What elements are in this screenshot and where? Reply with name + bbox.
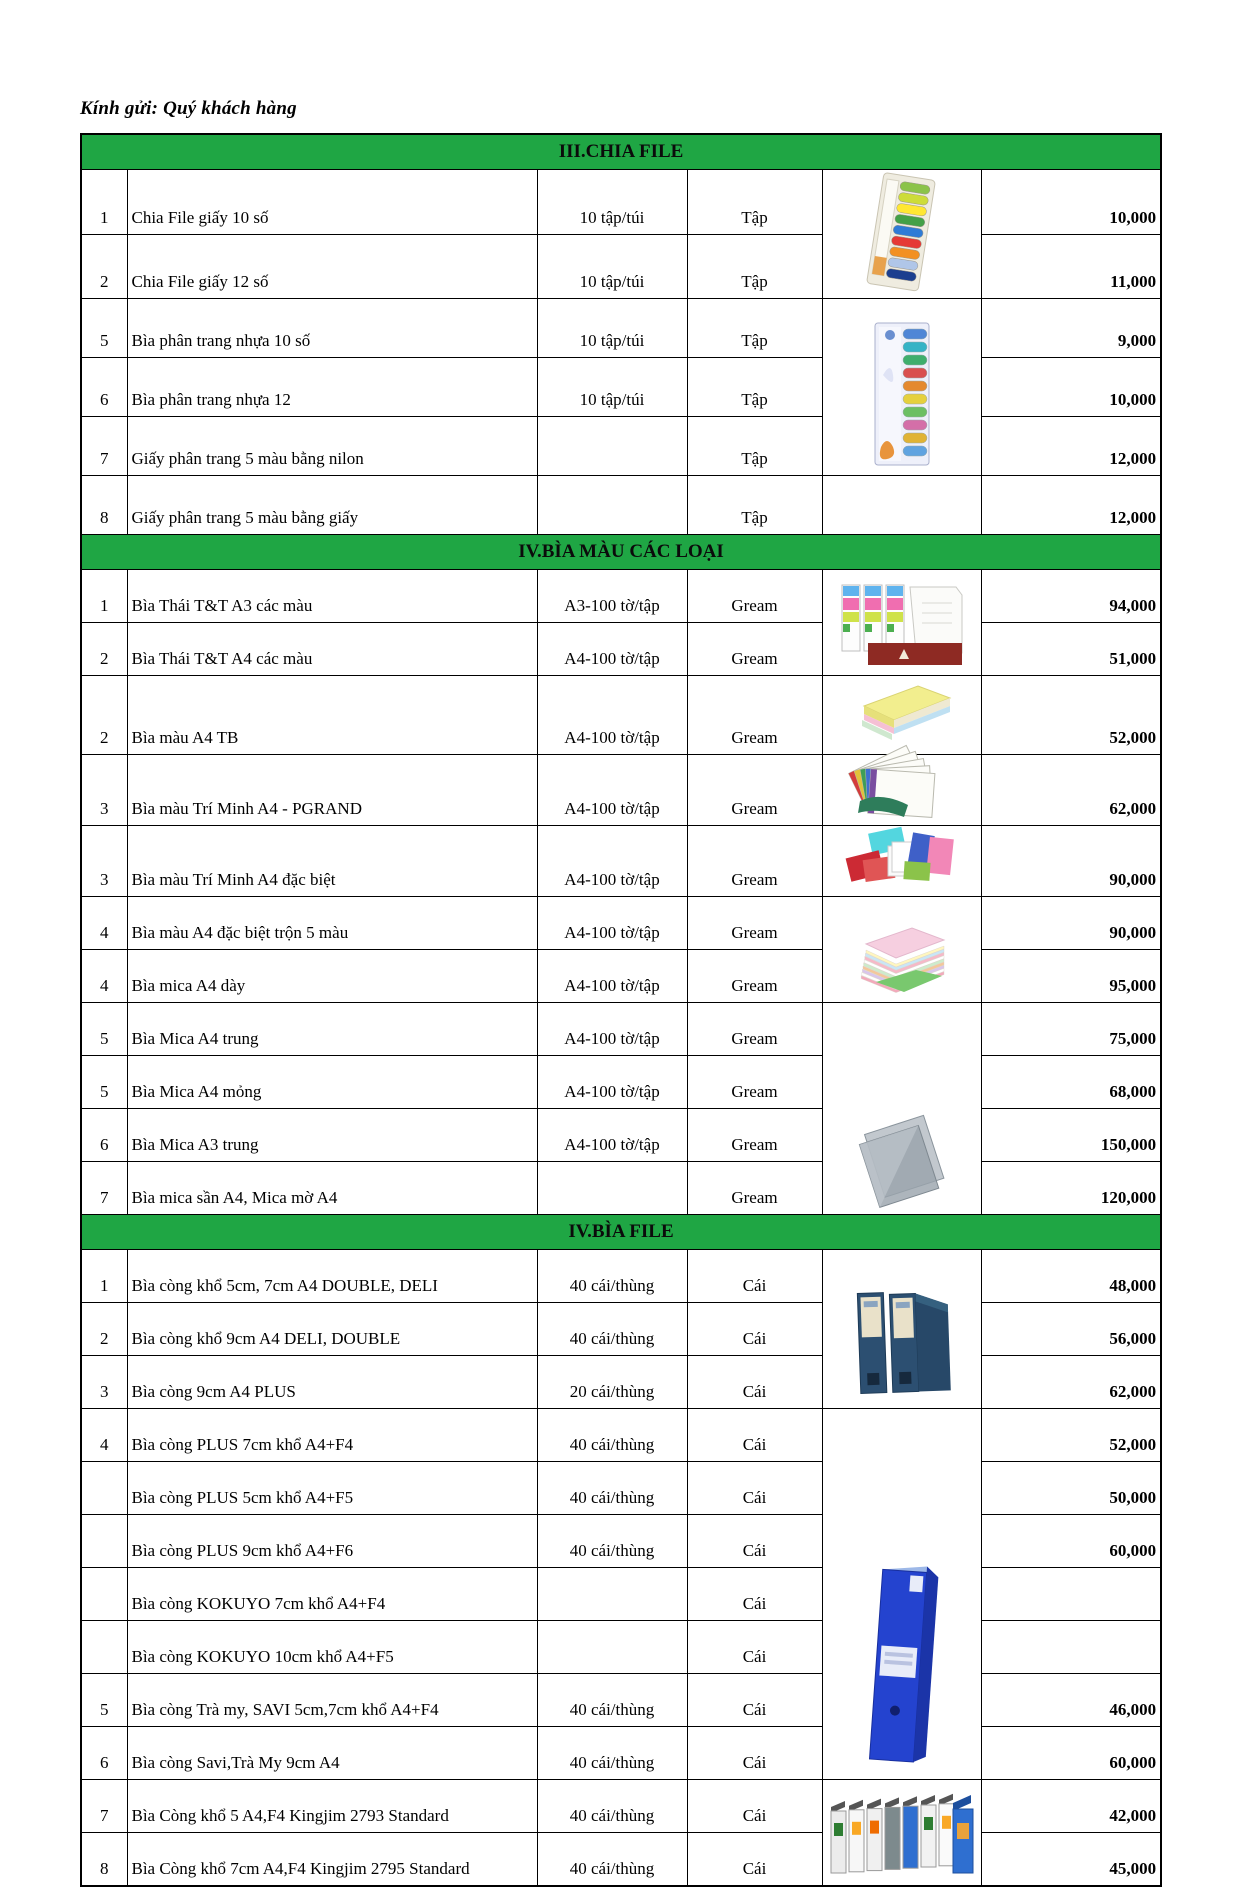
price-cell: 120,000	[981, 1162, 1161, 1215]
table-row	[81, 897, 1161, 950]
product-name-cell: Bìa Thái T&T A3 các màu	[127, 570, 537, 623]
price-cell: 62,000	[981, 755, 1161, 826]
colored-paper-scatter-image	[822, 826, 981, 897]
unit-cell: Cái	[687, 1621, 822, 1674]
unit-cell: Gream	[687, 623, 822, 676]
table-row	[81, 299, 1161, 358]
price-cell: 52,000	[981, 676, 1161, 755]
greeting-text: Kính gửi: Quý khách hàng	[80, 98, 297, 119]
unit-cell: Cái	[687, 1780, 822, 1833]
unit-cell: Cái	[687, 1303, 822, 1356]
packaging-cell: 10 tập/túi	[537, 299, 687, 358]
unit-cell: Cái	[687, 1674, 822, 1727]
price-cell: 60,000	[981, 1515, 1161, 1568]
packaging-cell: 40 cái/thùng	[537, 1250, 687, 1303]
product-name-cell: Bìa màu Trí Minh A4 đặc biệt	[127, 826, 537, 897]
price-table-body	[81, 134, 1161, 1886]
packaging-cell: A4-100 tờ/tập	[537, 755, 687, 826]
packaging-cell: A4-100 tờ/tập	[537, 1109, 687, 1162]
unit-cell: Gream	[687, 950, 822, 1003]
row-number-cell: 7	[81, 417, 127, 476]
table-row	[81, 234, 1161, 299]
product-name-cell: Bìa còng khổ 5cm, 7cm A4 DOUBLE, DELI	[127, 1250, 537, 1303]
table-row	[81, 1727, 1161, 1780]
table-row	[81, 1303, 1161, 1356]
price-cell: 50,000	[981, 1462, 1161, 1515]
table-row	[81, 417, 1161, 476]
unit-cell: Gream	[687, 1109, 822, 1162]
row-number-cell: 8	[81, 476, 127, 535]
table-row	[81, 1056, 1161, 1109]
unit-cell: Tập	[687, 234, 822, 299]
product-name-cell: Bìa còng Savi,Trà My 9cm A4	[127, 1727, 537, 1780]
product-name-cell: Bìa phân trang nhựa 12	[127, 358, 537, 417]
row-number-cell	[81, 1462, 127, 1515]
packaging-cell: 40 cái/thùng	[537, 1674, 687, 1727]
unit-cell: Tập	[687, 417, 822, 476]
price-cell: 75,000	[981, 1003, 1161, 1056]
section-header: IV.BÌA FILE	[81, 1215, 1161, 1250]
unit-cell: Gream	[687, 570, 822, 623]
table-row	[81, 950, 1161, 1003]
section-header: IV.BÌA MÀU CÁC LOẠI	[81, 535, 1161, 570]
row-number-cell: 1	[81, 1250, 127, 1303]
clear-mica-sheets-image	[822, 1003, 981, 1215]
price-cell: 12,000	[981, 476, 1161, 535]
product-image-cell-empty	[822, 476, 981, 535]
table-row	[81, 1356, 1161, 1409]
product-name-cell: Giấy phân trang 5 màu bằng giấy	[127, 476, 537, 535]
unit-cell: Gream	[687, 1056, 822, 1109]
kingjim-binder-row-image	[822, 1780, 981, 1887]
row-number-cell: 1	[81, 170, 127, 235]
unit-cell: Tập	[687, 299, 822, 358]
product-name-cell: Bìa còng Trà my, SAVI 5cm,7cm khổ A4+F4	[127, 1674, 537, 1727]
packaging-cell: 10 tập/túi	[537, 358, 687, 417]
product-name-cell: Bìa Còng khổ 7cm A4,F4 Kingjim 2795 Standard	[127, 1833, 537, 1887]
table-row	[81, 1409, 1161, 1462]
price-cell: 10,000	[981, 358, 1161, 417]
product-name-cell: Bìa Mica A4 trung	[127, 1003, 537, 1056]
unit-cell: Cái	[687, 1409, 822, 1462]
price-cell: 62,000	[981, 1356, 1161, 1409]
unit-cell: Gream	[687, 826, 822, 897]
product-name-cell: Bìa còng PLUS 9cm khổ A4+F6	[127, 1515, 537, 1568]
table-row	[81, 1515, 1161, 1568]
table-row	[81, 826, 1161, 897]
packaging-cell	[537, 1621, 687, 1674]
price-cell: 11,000	[981, 234, 1161, 299]
packaging-cell: A4-100 tờ/tập	[537, 676, 687, 755]
product-name-cell: Chia File giấy 10 số	[127, 170, 537, 235]
yellow-paper-stack-image	[822, 676, 981, 755]
price-cell: 48,000	[981, 1250, 1161, 1303]
table-row	[81, 476, 1161, 535]
price-cell: 60,000	[981, 1727, 1161, 1780]
unit-cell: Gream	[687, 1162, 822, 1215]
product-name-cell: Bìa màu Trí Minh A4 - PGRAND	[127, 755, 537, 826]
price-cell: 46,000	[981, 1674, 1161, 1727]
row-number-cell: 8	[81, 1833, 127, 1887]
row-number-cell: 5	[81, 1003, 127, 1056]
tt-color-covers-image	[822, 570, 981, 676]
packaging-cell: 10 tập/túi	[537, 170, 687, 235]
row-number-cell: 2	[81, 1303, 127, 1356]
packaging-cell: A3-100 tờ/tập	[537, 570, 687, 623]
table-row	[81, 1621, 1161, 1674]
packaging-cell	[537, 1568, 687, 1621]
row-number-cell	[81, 1568, 127, 1621]
packaging-cell	[537, 417, 687, 476]
price-cell: 9,000	[981, 299, 1161, 358]
table-row	[81, 755, 1161, 826]
product-name-cell: Bìa màu A4 đặc biệt trộn 5 màu	[127, 897, 537, 950]
row-number-cell: 4	[81, 897, 127, 950]
product-name-cell: Bìa còng PLUS 7cm khổ A4+F4	[127, 1409, 537, 1462]
packaging-cell: 40 cái/thùng	[537, 1727, 687, 1780]
plastic-divider-pack-image	[822, 299, 981, 476]
packaging-cell: A4-100 tờ/tập	[537, 950, 687, 1003]
price-cell: 12,000	[981, 417, 1161, 476]
row-number-cell: 3	[81, 826, 127, 897]
product-name-cell: Bìa mica A4 dày	[127, 950, 537, 1003]
row-number-cell: 3	[81, 755, 127, 826]
unit-cell: Cái	[687, 1250, 822, 1303]
pastel-paper-stack-image	[822, 897, 981, 1003]
product-name-cell: Bìa còng khổ 9cm A4 DELI, DOUBLE	[127, 1303, 537, 1356]
unit-cell: Tập	[687, 358, 822, 417]
price-cell: 56,000	[981, 1303, 1161, 1356]
unit-cell: Gream	[687, 676, 822, 755]
product-name-cell: Bìa còng PLUS 5cm khổ A4+F5	[127, 1462, 537, 1515]
row-number-cell: 6	[81, 1109, 127, 1162]
blue-lever-arch-binder-image	[822, 1409, 981, 1780]
price-cell	[981, 1568, 1161, 1621]
row-number-cell: 2	[81, 623, 127, 676]
price-cell: 52,000	[981, 1409, 1161, 1462]
section-header: III.CHIA FILE	[81, 134, 1161, 170]
table-row	[81, 1250, 1161, 1303]
unit-cell: Cái	[687, 1568, 822, 1621]
product-name-cell: Bìa Thái T&T A4 các màu	[127, 623, 537, 676]
row-number-cell	[81, 1515, 127, 1568]
price-cell: 68,000	[981, 1056, 1161, 1109]
row-number-cell: 5	[81, 1056, 127, 1109]
packaging-cell: 20 cái/thùng	[537, 1356, 687, 1409]
product-name-cell: Chia File giấy 12 số	[127, 234, 537, 299]
table-row	[81, 676, 1161, 755]
row-number-cell: 5	[81, 299, 127, 358]
row-number-cell: 4	[81, 950, 127, 1003]
price-cell: 90,000	[981, 826, 1161, 897]
packaging-cell: 40 cái/thùng	[537, 1462, 687, 1515]
row-number-cell: 2	[81, 676, 127, 755]
table-row	[81, 1780, 1161, 1833]
product-name-cell: Giấy phân trang 5 màu bằng nilon	[127, 417, 537, 476]
packaging-cell: 40 cái/thùng	[537, 1515, 687, 1568]
cover-fan-image	[822, 755, 981, 826]
table-row	[81, 623, 1161, 676]
packaging-cell: 40 cái/thùng	[537, 1409, 687, 1462]
packaging-cell	[537, 476, 687, 535]
product-name-cell: Bìa Mica A3 trung	[127, 1109, 537, 1162]
unit-cell: Tập	[687, 476, 822, 535]
row-number-cell: 1	[81, 570, 127, 623]
row-number-cell: 2	[81, 234, 127, 299]
unit-cell: Cái	[687, 1833, 822, 1887]
price-cell: 45,000	[981, 1833, 1161, 1887]
table-row	[81, 358, 1161, 417]
product-name-cell: Bìa còng KOKUYO 10cm khổ A4+F5	[127, 1621, 537, 1674]
packaging-cell: 40 cái/thùng	[537, 1303, 687, 1356]
price-cell: 90,000	[981, 897, 1161, 950]
unit-cell: Gream	[687, 897, 822, 950]
price-cell: 95,000	[981, 950, 1161, 1003]
unit-cell: Cái	[687, 1462, 822, 1515]
paper-divider-tray-image	[822, 170, 981, 299]
table-row	[81, 1568, 1161, 1621]
packaging-cell: 40 cái/thùng	[537, 1833, 687, 1887]
product-name-cell: Bìa Còng khổ 5 A4,F4 Kingjim 2793 Standard	[127, 1780, 537, 1833]
table-row	[81, 1462, 1161, 1515]
packaging-cell	[537, 1162, 687, 1215]
product-name-cell: Bìa màu A4 TB	[127, 676, 537, 755]
unit-cell: Cái	[687, 1356, 822, 1409]
row-number-cell: 7	[81, 1780, 127, 1833]
row-number-cell: 4	[81, 1409, 127, 1462]
product-name-cell: Bìa còng KOKUYO 7cm khổ A4+F4	[127, 1568, 537, 1621]
product-name-cell: Bìa Mica A4 mỏng	[127, 1056, 537, 1109]
unit-cell: Tập	[687, 170, 822, 235]
price-cell	[981, 1621, 1161, 1674]
unit-cell: Cái	[687, 1515, 822, 1568]
table-row	[81, 1003, 1161, 1056]
table-row	[81, 1833, 1161, 1887]
price-table	[80, 133, 1162, 1887]
packaging-cell: 10 tập/túi	[537, 234, 687, 299]
packaging-cell: A4-100 tờ/tập	[537, 1056, 687, 1109]
packaging-cell: A4-100 tờ/tập	[537, 826, 687, 897]
unit-cell: Gream	[687, 755, 822, 826]
table-row	[81, 570, 1161, 623]
price-cell: 10,000	[981, 170, 1161, 235]
packaging-cell: 40 cái/thùng	[537, 1780, 687, 1833]
price-cell: 150,000	[981, 1109, 1161, 1162]
table-row	[81, 1109, 1161, 1162]
row-number-cell: 7	[81, 1162, 127, 1215]
row-number-cell: 6	[81, 358, 127, 417]
product-name-cell: Bìa phân trang nhựa 10 số	[127, 299, 537, 358]
unit-cell: Cái	[687, 1727, 822, 1780]
packaging-cell: A4-100 tờ/tập	[537, 623, 687, 676]
row-number-cell	[81, 1621, 127, 1674]
table-row	[81, 1162, 1161, 1215]
row-number-cell: 5	[81, 1674, 127, 1727]
price-cell: 51,000	[981, 623, 1161, 676]
table-row	[81, 170, 1161, 235]
blue-box-files-image	[822, 1250, 981, 1409]
product-name-cell: Bìa mica sần A4, Mica mờ A4	[127, 1162, 537, 1215]
price-cell: 94,000	[981, 570, 1161, 623]
row-number-cell: 3	[81, 1356, 127, 1409]
unit-cell: Gream	[687, 1003, 822, 1056]
packaging-cell: A4-100 tờ/tập	[537, 897, 687, 950]
packaging-cell: A4-100 tờ/tập	[537, 1003, 687, 1056]
product-name-cell: Bìa còng 9cm A4 PLUS	[127, 1356, 537, 1409]
table-row	[81, 1674, 1161, 1727]
price-cell: 42,000	[981, 1780, 1161, 1833]
row-number-cell: 6	[81, 1727, 127, 1780]
